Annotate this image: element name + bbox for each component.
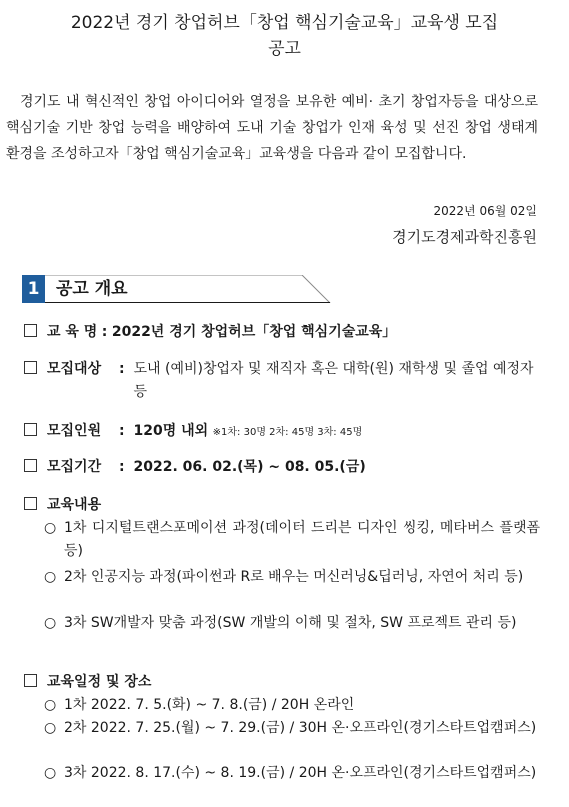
course-name-value: 2022년 경기 창업허브「창업 핵심기술교육」	[111, 324, 397, 340]
content-item-text: 3차 SW개발자 맞춤 과정(SW 개발의 이해 및 절차, SW 프로젝트 관리 등)	[64, 615, 517, 631]
headcount-note: ※1차: 30명 2차: 45명 3차: 45명	[212, 427, 363, 438]
content-list-item	[44, 612, 540, 635]
circle-bullet-icon: ○	[44, 520, 57, 536]
content-item-text: 1차 디지털트랜스포메이션 과정(데이터 드리븐 디자인 씽킹, 메타버스 플랫폼 등)	[64, 520, 540, 559]
section-header	[22, 275, 332, 303]
schedule-list-item	[44, 762, 540, 785]
course-name-row	[24, 321, 540, 344]
circle-bullet-icon: ○	[44, 569, 57, 585]
schedule-list-item	[44, 694, 540, 717]
checkbox-square-icon	[24, 459, 37, 472]
period-value: 2022. 06. 02.(목) ~ 08. 05.(금)	[133, 459, 366, 475]
circle-bullet-icon: ○	[44, 720, 57, 736]
circle-bullet-icon: ○	[44, 615, 57, 631]
schedule-heading	[24, 671, 540, 694]
target-row	[24, 358, 540, 404]
headcount-row	[24, 420, 540, 444]
content-list-item	[44, 517, 540, 563]
circle-bullet-icon: ○	[44, 697, 57, 713]
period-row	[24, 456, 540, 479]
course-name-label: 교 육 명	[47, 324, 98, 340]
period-label: 모집기간	[47, 459, 102, 475]
headcount-label: 모집인원	[47, 423, 102, 439]
intro-paragraph: 경기도 내 혁신적인 창업 아이디어와 열정을 보유한 예비· 초기 창업자등을 대상으로 핵심기술 기반 창업 능력을 배양하여 도내 기술 창업가 인재 육성 및 선진 창업 생태계 환경을 조성하고자「창업 핵심기술교육」교육생을 다음과 같이 모집합니다.	[6, 94, 538, 162]
section-number: 1	[22, 275, 45, 303]
section-title: 공고 개요	[56, 279, 128, 299]
schedule-label: 교육일정 및 장소	[47, 674, 152, 690]
headcount-value: 120명 내외	[133, 423, 209, 439]
content-item-text: 2차 인공지능 과정(파이썬과 R로 배우는 머신러닝&딥러닝, 자연어 처리 등)	[64, 569, 524, 585]
schedule-item-text: 3차 2022. 8. 17.(수) ~ 8. 19.(금) / 20H 온·오프라인(경기스타트업캠퍼스)	[64, 765, 537, 781]
checkbox-square-icon	[24, 361, 37, 374]
content-label: 교육내용	[47, 497, 102, 513]
checkbox-square-icon	[24, 497, 37, 510]
schedule-list-item	[44, 717, 540, 740]
content-heading	[24, 494, 540, 517]
checkbox-square-icon	[24, 324, 37, 337]
target-value: 도내 (예비)창업자 및 재직자 혹은 대학(원) 재학생 및 졸업 예정자 등	[133, 361, 534, 400]
checkbox-square-icon	[24, 674, 37, 687]
content-list-item	[44, 566, 540, 589]
title-line-2: 공고	[268, 39, 301, 59]
headcount-sep: :	[119, 423, 125, 439]
period-sep: :	[119, 459, 125, 475]
circle-bullet-icon: ○	[44, 765, 57, 781]
course-name-sep: :	[101, 324, 108, 340]
document-title	[0, 10, 569, 62]
checkbox-square-icon	[24, 423, 37, 436]
organization-name: 경기도경제과학진흥원	[392, 228, 537, 246]
schedule-item-text: 2차 2022. 7. 25.(월) ~ 7. 29.(금) / 30H 온·오프라인(경기스타트업캠퍼스)	[64, 720, 537, 736]
schedule-item-text: 1차 2022. 7. 5.(화) ~ 7. 8.(금) / 20H 온라인	[64, 697, 355, 713]
title-line-1: 2022년 경기 창업허브「창업 핵심기술교육」교육생 모집	[70, 13, 499, 33]
announcement-date: 2022년 06월 02일	[433, 204, 537, 218]
target-sep: :	[119, 361, 125, 377]
target-label: 모집대상	[47, 361, 102, 377]
